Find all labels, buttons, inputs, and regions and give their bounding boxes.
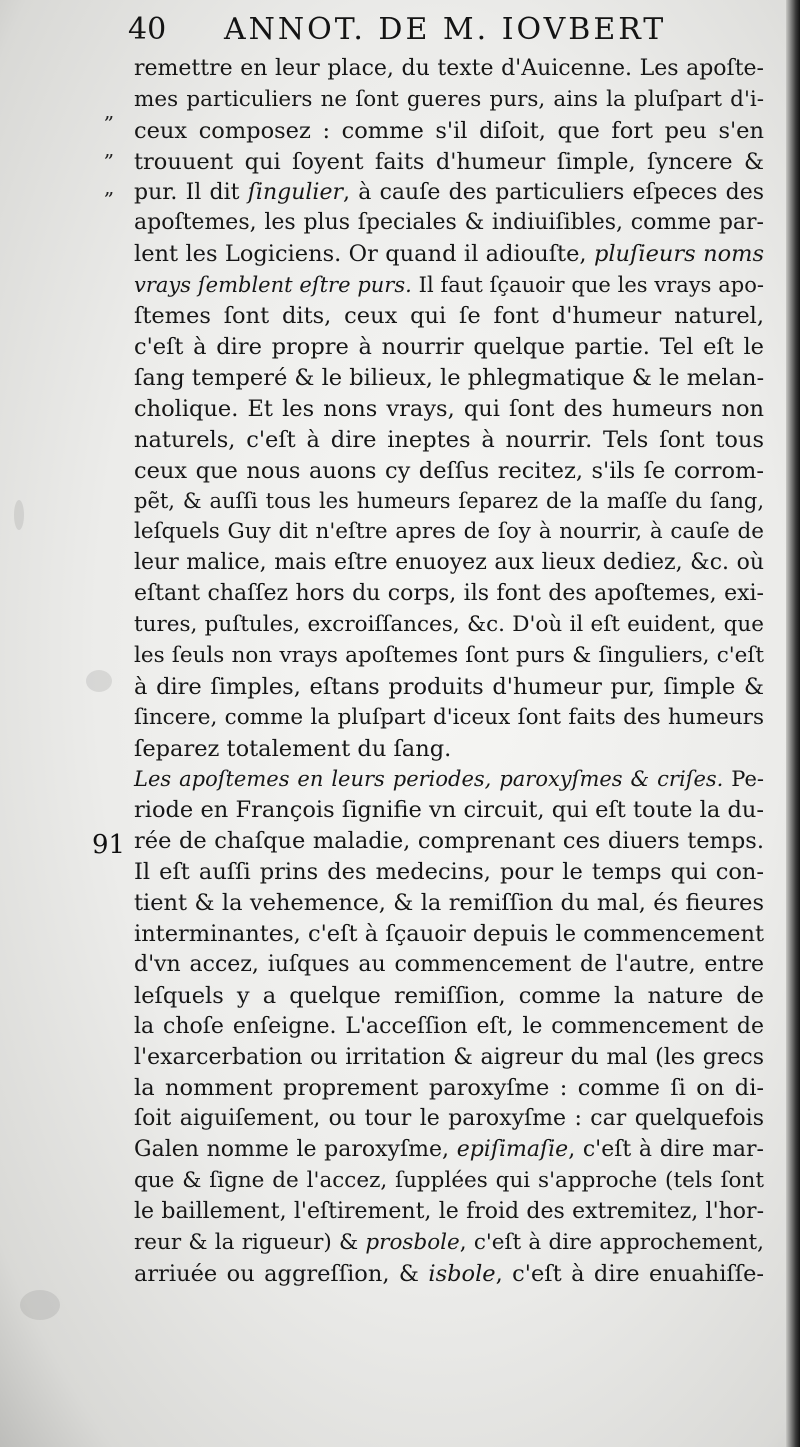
text-run: apoſtemes, les plus ſpeciales & indiuiſibles, comme par- [134, 210, 764, 236]
text-run: interminantes, c'eſt à ſçauoir depuis le commencement [134, 920, 764, 947]
text-line [134, 610, 764, 641]
text-run: ſincere, comme la pluſpart d'iceux ſont faits des humeurs [134, 704, 764, 730]
text-line [134, 548, 764, 579]
text-run: trouuent qui ſoyent faits d'humeur ſimple, ſyncere & [134, 148, 764, 175]
paper-stain [20, 1290, 60, 1320]
text-line [134, 456, 764, 487]
text-line [134, 54, 764, 85]
page-number: 40 [128, 12, 167, 47]
text-line [134, 147, 764, 178]
text-run: eſtant chaſſez hors du corps, ils font des apoſtemes, exi- [134, 581, 764, 607]
body-text [134, 54, 764, 1290]
text-run: Pe- [723, 767, 764, 792]
text-line [134, 239, 764, 270]
italic-text: epiſimaſie [456, 1137, 569, 1163]
text-run: leſquels Guy dit n'eſtre apres de ſoy à nourrir, à cauſe de [134, 519, 764, 545]
text-line [134, 672, 764, 703]
text-run: rée de chaſque maladie, comprenant ces diuers temps. [134, 828, 764, 855]
text-line [134, 270, 764, 301]
text-run: ſtemes ſont dits, ceux qui ſe font d'humeur naturel, [134, 303, 764, 330]
paper-stain [86, 670, 112, 692]
text-run: Il eſt auſſi prins des medecins, pour le temps qui con- [134, 859, 764, 886]
text-run: naturels, c'eſt à dire ineptes à nourrir. Tels ſont tous [134, 426, 764, 453]
text-run: , c'eſt à dire enuahiſſe- [495, 1260, 764, 1287]
text-run: ſang temperé & le bilieux, le phlegmatique & le melan- [134, 364, 765, 391]
text-run: Il faut ſçauoir que les vrays apo- [411, 273, 764, 298]
text-run: riode en François ſignifie vn circuit, qui eſt toute la du- [134, 797, 764, 824]
text-line [134, 486, 764, 517]
text-run: ceux que nous auons cy deſſus recitez, s'ils ſe corrom- [134, 457, 764, 484]
text-line [134, 116, 764, 147]
text-run: remettre en leur place, du texte d'Auicenne. Les apoſte- [134, 56, 764, 81]
italic-text: Les apoſtemes en leurs periodes, paroxyſmes & criſes. [134, 767, 724, 792]
text-run: tient & la vehemence, & la remiſſion du mal, és fieures [134, 890, 764, 917]
text-line [134, 1073, 764, 1104]
text-run: reur & la rigueur) & [134, 1229, 366, 1255]
text-line [134, 981, 764, 1012]
italic-text: isbole [428, 1260, 496, 1287]
text-run: d'vn accez, iuſques au commencement de l'autre, entre [134, 951, 764, 977]
text-line [134, 1104, 764, 1135]
text-line [134, 363, 764, 394]
text-line [134, 394, 764, 425]
page-header [128, 8, 768, 52]
text-run: c'eſt à dire propre à nourrir quelque partie. Tel eſt le [134, 334, 764, 361]
text-run: , c'eſt à dire mar- [568, 1137, 764, 1163]
margin-quote-marks [104, 92, 114, 206]
text-run: mes particuliers ne ſont gueres purs, ains la pluſpart d'i- [134, 86, 764, 112]
text-line [134, 795, 764, 826]
text-run: lent les Logiciens. Or quand il adiouſte, [134, 241, 594, 268]
text-line [134, 517, 764, 548]
text-line [134, 1012, 764, 1043]
text-run: pẽt, & auſſi tous les humeurs ſeparez de la maſſe du ſang, [134, 489, 764, 514]
text-line [134, 425, 764, 456]
text-run: l'exarcerbation ou irritation & aigreur du mal (les grecs [134, 1044, 764, 1070]
text-run: ſeparez totalement du ſang. [134, 735, 452, 762]
italic-text: prosbole [365, 1229, 460, 1255]
text-run: que & ſigne de l'accez, ſupplées qui s'approche (tels ſont [134, 1168, 764, 1194]
text-run: les ſeuls non vrays apoſtemes ſont purs & ſinguliers, c'eſt [134, 642, 764, 668]
text-line [134, 764, 764, 795]
text-line [134, 1166, 764, 1197]
text-line [134, 1135, 764, 1166]
text-run: ceux composez : comme s'il diſoit, que fort peu s'en [134, 117, 764, 144]
italic-text: vrays ſemblent eſtre purs. [134, 273, 412, 298]
text-run: ſoit aiguiſement, ou tour le paroxyſme : car quelquefois [134, 1106, 764, 1132]
page-edge [786, 0, 800, 1447]
text-run: la choſe enſeigne. L'acceſſion eſt, le commencement de [134, 1013, 764, 1039]
text-line [134, 826, 764, 857]
italic-text: ſingulier [247, 179, 343, 205]
section-number: 91 [92, 830, 126, 860]
text-line [134, 1228, 764, 1259]
text-run: leſquels y a quelque remiſſion, comme la nature de [134, 982, 764, 1009]
italic-text: pluſieurs noms [593, 241, 764, 268]
text-line [134, 1197, 764, 1228]
text-line [134, 857, 764, 888]
text-line [134, 579, 764, 610]
text-run: la nomment proprement paroxyſme : comme ſi on di- [134, 1075, 764, 1102]
text-line [134, 332, 764, 363]
text-line [134, 641, 764, 672]
text-run: arriuée ou aggreſſion, & [134, 1260, 429, 1287]
quote-mark: „ [104, 175, 115, 199]
text-line [134, 703, 764, 734]
running-head: ANNOT. DE M. IOVBERT [224, 12, 667, 47]
text-line [134, 734, 764, 765]
text-line [134, 301, 764, 332]
text-run: cholique. Et les nons vrays, qui ſont des humeurs non [134, 395, 764, 422]
quote-mark: „ [104, 137, 115, 161]
text-line [134, 1259, 764, 1290]
text-run: , c'eſt à dire approchement, [459, 1229, 764, 1255]
text-line [134, 85, 764, 116]
text-run: le baillement, l'eſtirement, le froid des extremitez, l'hor- [134, 1198, 764, 1224]
text-line [134, 208, 764, 239]
text-line [134, 950, 764, 981]
text-line [134, 178, 764, 209]
text-run: , à cauſe des particuliers eſpeces des [343, 179, 765, 205]
text-run: pur. Il dit [134, 179, 248, 205]
quote-mark: „ [104, 99, 115, 123]
text-run: leur malice, mais eſtre enuoyez aux lieux dediez, &c. où [134, 550, 764, 576]
text-line [134, 888, 764, 919]
text-run: à dire ſimples, eſtans produits d'humeur pur, ſimple & [134, 673, 764, 700]
paper-stain [14, 500, 24, 530]
text-line [134, 1043, 764, 1074]
text-run: Galen nomme le paroxyſme, [134, 1137, 457, 1163]
text-line [134, 919, 764, 950]
text-run: tures, puſtules, excroiſſances, &c. D'où il eſt euident, que [134, 612, 764, 638]
